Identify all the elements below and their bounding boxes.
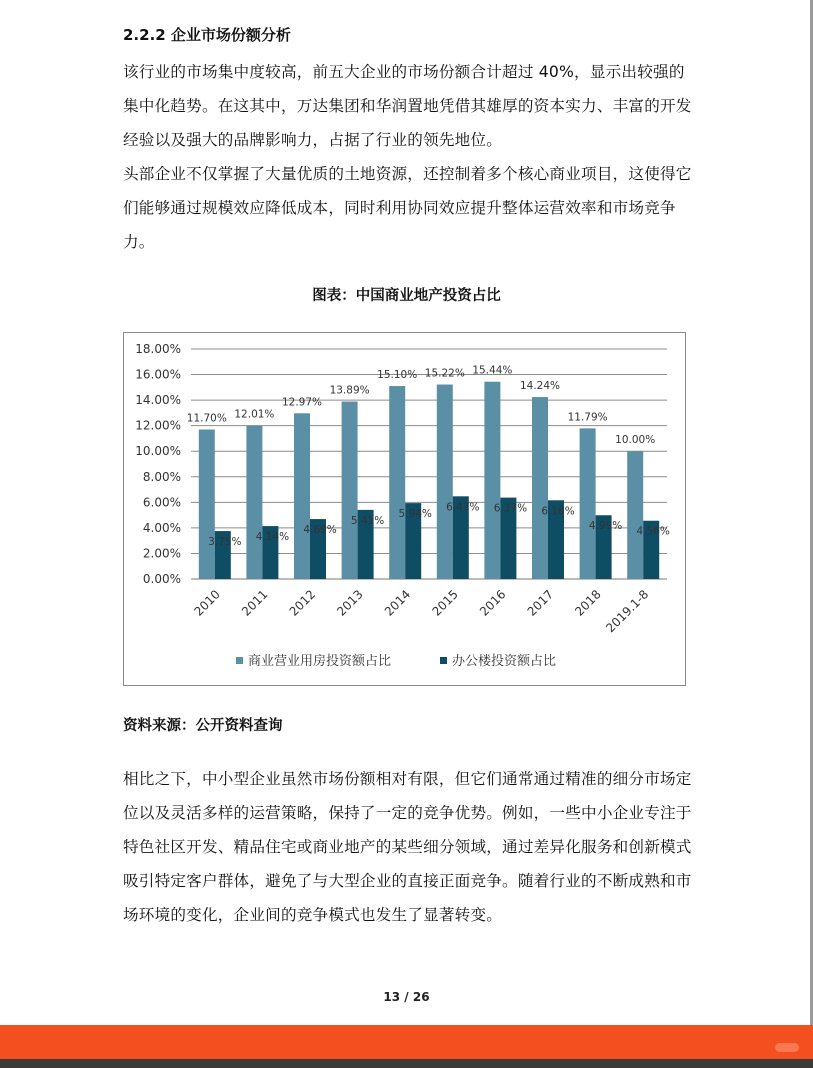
data-label-office: 5.41%: [350, 514, 385, 527]
bar-commercial: [199, 430, 215, 580]
bar-commercial: [437, 385, 453, 579]
x-tick-label: 2014: [381, 587, 414, 619]
bar-commercial: [342, 402, 358, 579]
bar-commercial: [580, 428, 596, 579]
data-label-office: 6.37%: [493, 502, 528, 515]
data-label-office: 4.99%: [588, 520, 623, 533]
data-label-commercial: 12.01%: [234, 408, 275, 421]
data-label-office: 5.94%: [398, 508, 432, 521]
chart-canvas: [124, 333, 685, 685]
bar-commercial: [532, 397, 548, 579]
data-label-office: 4.69%: [303, 524, 337, 537]
x-tick-label: 2019.1-8: [603, 587, 652, 636]
data-label-commercial: 15.44%: [472, 364, 513, 377]
bar-commercial: [389, 386, 405, 579]
bar-commercial: [484, 382, 500, 579]
x-tick-label: 2013: [334, 587, 366, 619]
y-tick-label: 0.00%: [142, 572, 181, 586]
y-tick-label: 8.00%: [142, 469, 181, 484]
y-tick-label: 2.00%: [142, 546, 181, 561]
paragraph-market-concentration: 该行业的市场集中度较高，前五大企业的市场份额合计超过 40%，显示出较强的集中化趋势。在这其中，万达集团和华润置地凭借其雄厚的资本实力、丰富的开发经验以及强大的品牌影响力，占据了行业的领先地位。: [123, 63, 692, 149]
investment-share-chart: [123, 332, 686, 686]
paragraph-leading-firms: 头部企业不仅掌握了大量优质的土地资源，还控制着多个核心商业项目，这使得它们能够通过规模效应降低成本，同时利用协同效应提升整体运营效率和市场竞争力。: [123, 165, 692, 251]
x-tick-label: 2012: [286, 587, 319, 619]
y-tick-label: 6.00%: [142, 495, 181, 510]
y-tick-label: 14.00%: [135, 393, 181, 408]
footer-bar: [0, 1025, 813, 1059]
y-tick-label: 4.00%: [142, 520, 181, 535]
data-label-commercial: 14.24%: [519, 380, 561, 393]
x-tick-label: 2011: [239, 587, 271, 619]
legend-swatch-commercial: [236, 657, 243, 664]
x-tick-label: 2015: [429, 587, 461, 619]
y-tick-label: 12.00%: [135, 418, 181, 433]
data-label-office: 3.75%: [208, 536, 242, 549]
data-label-commercial: 11.70%: [186, 412, 227, 425]
legend-label-office: 办公楼投资额占比: [452, 654, 557, 669]
data-label-commercial: 11.79%: [567, 411, 608, 424]
figure-title: 图表：中国商业地产投资占比: [312, 288, 501, 304]
data-label-office: 6.47%: [446, 501, 480, 514]
data-label-commercial: 10.00%: [615, 434, 656, 447]
section-heading: 2.2.2 企业市场份额分析: [123, 26, 291, 44]
page-number: 13 / 26: [383, 990, 430, 1004]
data-label-commercial: 12.97%: [281, 396, 323, 409]
data-label-office: 4.14%: [255, 531, 290, 544]
data-label-commercial: 13.89%: [329, 384, 370, 397]
data-label-commercial: 15.10%: [377, 369, 418, 382]
watermark-badge: [775, 1043, 799, 1052]
data-label-office: 6.16%: [541, 505, 575, 518]
bar-commercial: [627, 451, 643, 579]
x-tick-label: 2010: [191, 587, 223, 619]
x-tick-label: 2017: [524, 587, 557, 619]
paragraph-smaller-firms: 相比之下，中小型企业虽然市场份额相对有限，但它们通常通过精准的细分市场定位以及灵活多样的运营策略，保持了一定的竞争优势。例如，一些中小企业专注于特色社区开发、精品住宅或商业地产的某些细分领域，通过差异化服务和创新模式吸引特定客户群体，避免了与大型企业的直接正面竞争。随着行业的不断成熟和市场环境的变化，企业间的竞争模式也发生了显著转变。: [123, 770, 692, 924]
bar-commercial: [246, 426, 262, 579]
bar-commercial: [294, 413, 310, 579]
figure-source: 资料来源：公开资料查询: [123, 718, 283, 734]
y-tick-label: 18.00%: [135, 342, 181, 356]
data-label-office: 4.56%: [636, 525, 670, 538]
y-tick-label: 16.00%: [135, 367, 181, 382]
legend-label-commercial: 商业营业用房投资额占比: [248, 654, 392, 669]
legend-swatch-office: [440, 657, 447, 664]
x-tick-label: 2018: [572, 587, 604, 619]
x-tick-label: 2016: [477, 587, 509, 619]
data-label-commercial: 15.22%: [424, 367, 465, 380]
y-tick-label: 10.00%: [135, 444, 181, 459]
footer-strip: [0, 1059, 813, 1068]
